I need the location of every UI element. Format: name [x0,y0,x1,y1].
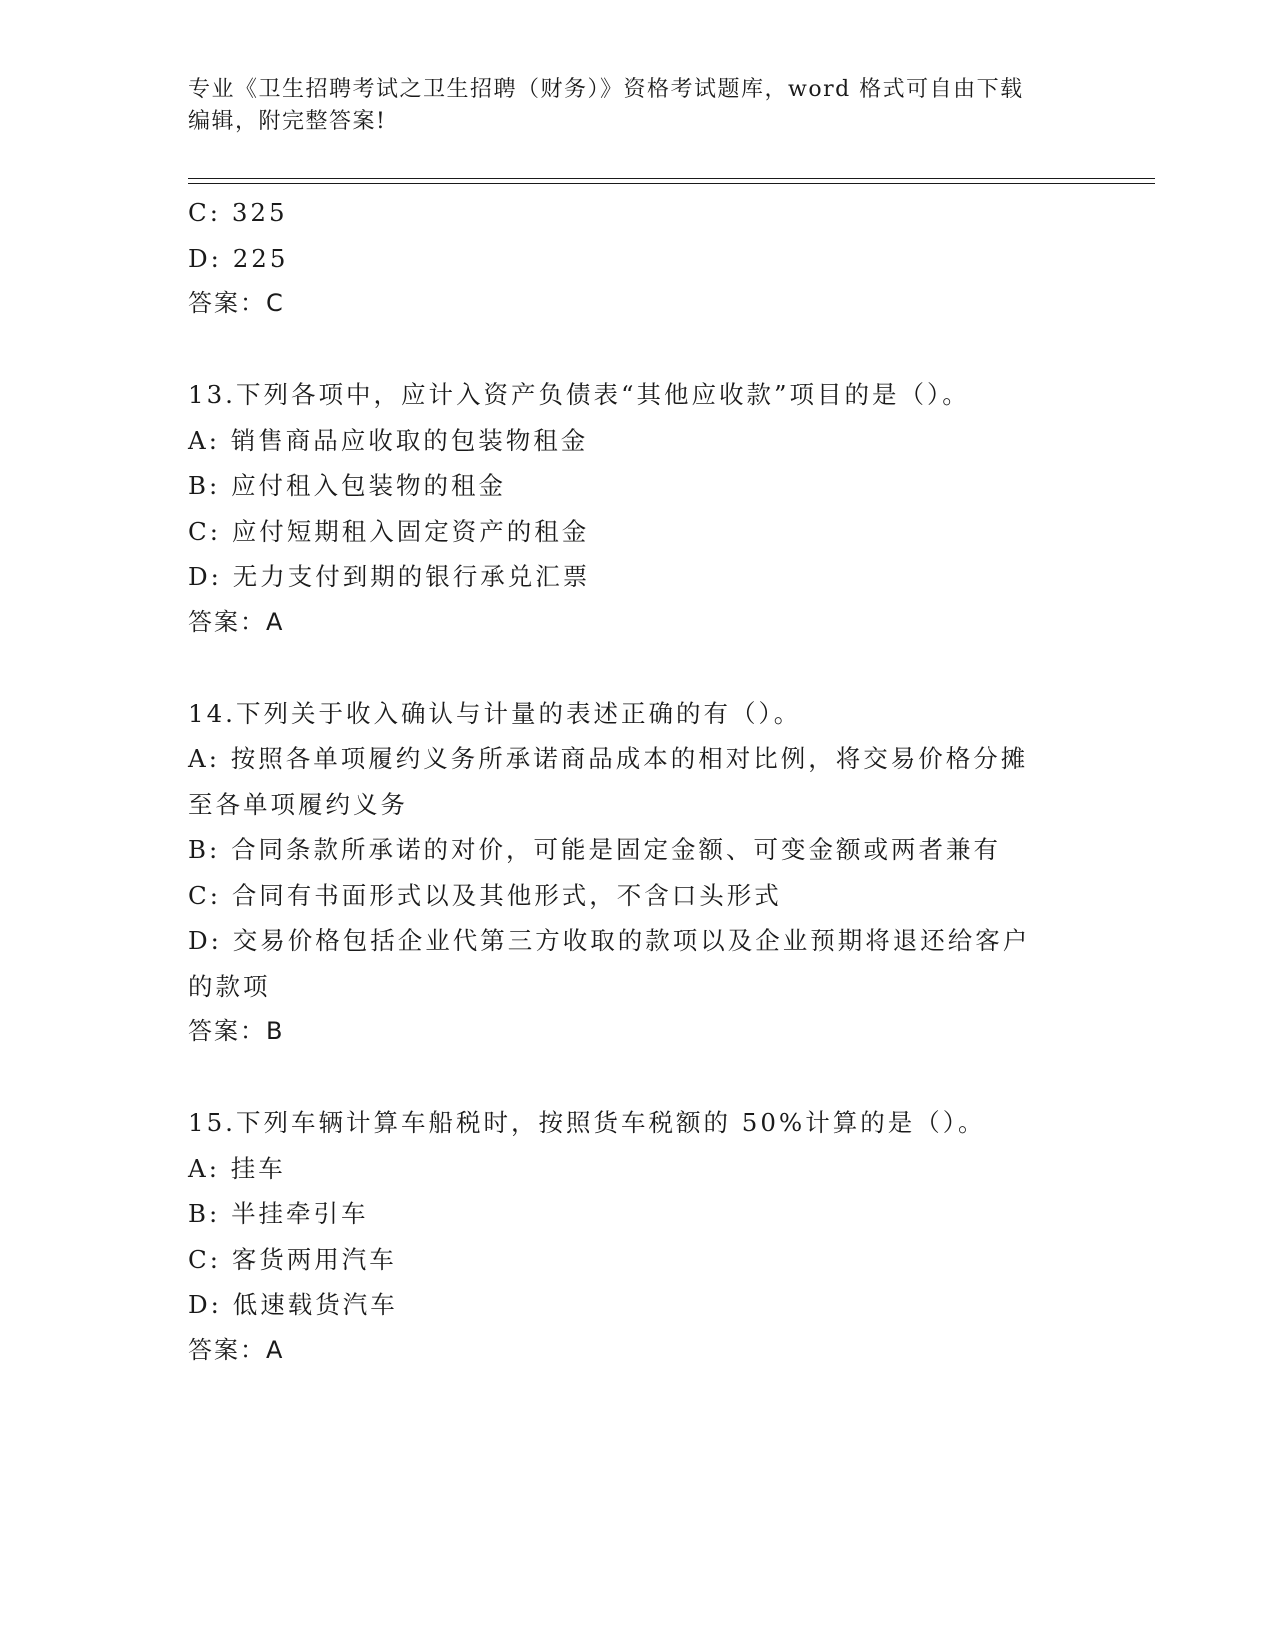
prev-question [188,190,1088,327]
option-text: 应付租入包装物的租金 [231,471,507,500]
option-text: 325 [231,198,288,227]
option-c [188,190,1088,236]
option-label: A: [188,1153,220,1183]
answer-line: 答案：A [188,607,285,636]
option-text: 合同有书面形式以及其他形式，不含口头形式 [231,880,782,910]
question-list [188,190,1088,1373]
option-label: B: [188,471,221,500]
header-line-1: 专业《卫生招聘考试之卫生招聘（财务）》资格考试题库，word 格式可自由下载 [188,77,1024,102]
option-d [188,918,1088,1009]
answer-line: 答案：B [188,1017,285,1045]
option-label: D: [188,926,222,955]
option-text: 交易价格包括企业代第三方收取的款项以及企业预期将退还给客户 [232,926,1031,955]
option-c [188,509,1088,555]
question-15 [188,1100,1088,1373]
question-title: 13.下列各项中，应计入资产负债表“其他应收款”项目的是（）。 [188,380,970,409]
option-label: C: [188,198,222,227]
option-d [188,554,1088,600]
option-text: 应付短期租入固定资产的租金 [231,516,590,546]
option-b [188,463,1088,509]
option-label: B: [188,1199,221,1228]
option-text: 销售商品应收取的包装物租金 [230,425,589,455]
spacer [188,645,1088,691]
option-text-continued: 至各单项履约义务 [188,789,408,819]
option-text: 合同条款所承诺的对价，可能是固定金额、可变金额或两者兼有 [231,835,1002,864]
question-title: 14.下列关于收入确认与计量的表述正确的有（）。 [188,698,802,728]
document-header [188,74,1088,138]
option-c [188,873,1088,919]
option-label: A: [188,744,220,773]
header-divider-bottom [188,183,1155,184]
option-label: B: [188,835,221,864]
option-label: A: [188,425,220,455]
option-d [188,1282,1088,1328]
option-label: D: [188,562,222,591]
option-text: 挂车 [230,1153,286,1183]
answer-line: 答案：C [188,289,285,317]
spacer [188,327,1088,373]
option-text: 225 [232,243,289,273]
option-a [188,736,1088,827]
option-text: 客货两用汽车 [231,1244,397,1274]
header-line-2: 编辑，附完整答案! [188,109,387,134]
option-label: D: [188,1290,222,1319]
option-label: C: [188,516,222,546]
question-13 [188,372,1088,645]
question-14 [188,691,1088,1055]
option-c [188,1237,1088,1283]
question-title: 15.下列车辆计算车船税时，按照货车税额的 50%计算的是（）。 [188,1108,986,1137]
option-b [188,1191,1088,1237]
option-a [188,1146,1088,1192]
option-text: 半挂牵引车 [231,1199,369,1228]
option-a [188,418,1088,464]
option-label: C: [188,880,222,910]
option-text: 低速载货汽车 [232,1290,398,1319]
option-text: 无力支付到期的银行承兑汇票 [232,562,591,591]
header-divider-top [188,178,1155,179]
option-text-continued: 的款项 [188,971,271,1001]
spacer [188,1055,1088,1101]
option-b [188,827,1088,873]
answer-line: 答案：A [188,1335,285,1364]
option-label: D: [188,243,222,273]
option-text: 按照各单项履约义务所承诺商品成本的相对比例，将交易价格分摊 [230,744,1029,773]
option-d [188,236,1088,282]
option-label: C: [188,1244,222,1274]
